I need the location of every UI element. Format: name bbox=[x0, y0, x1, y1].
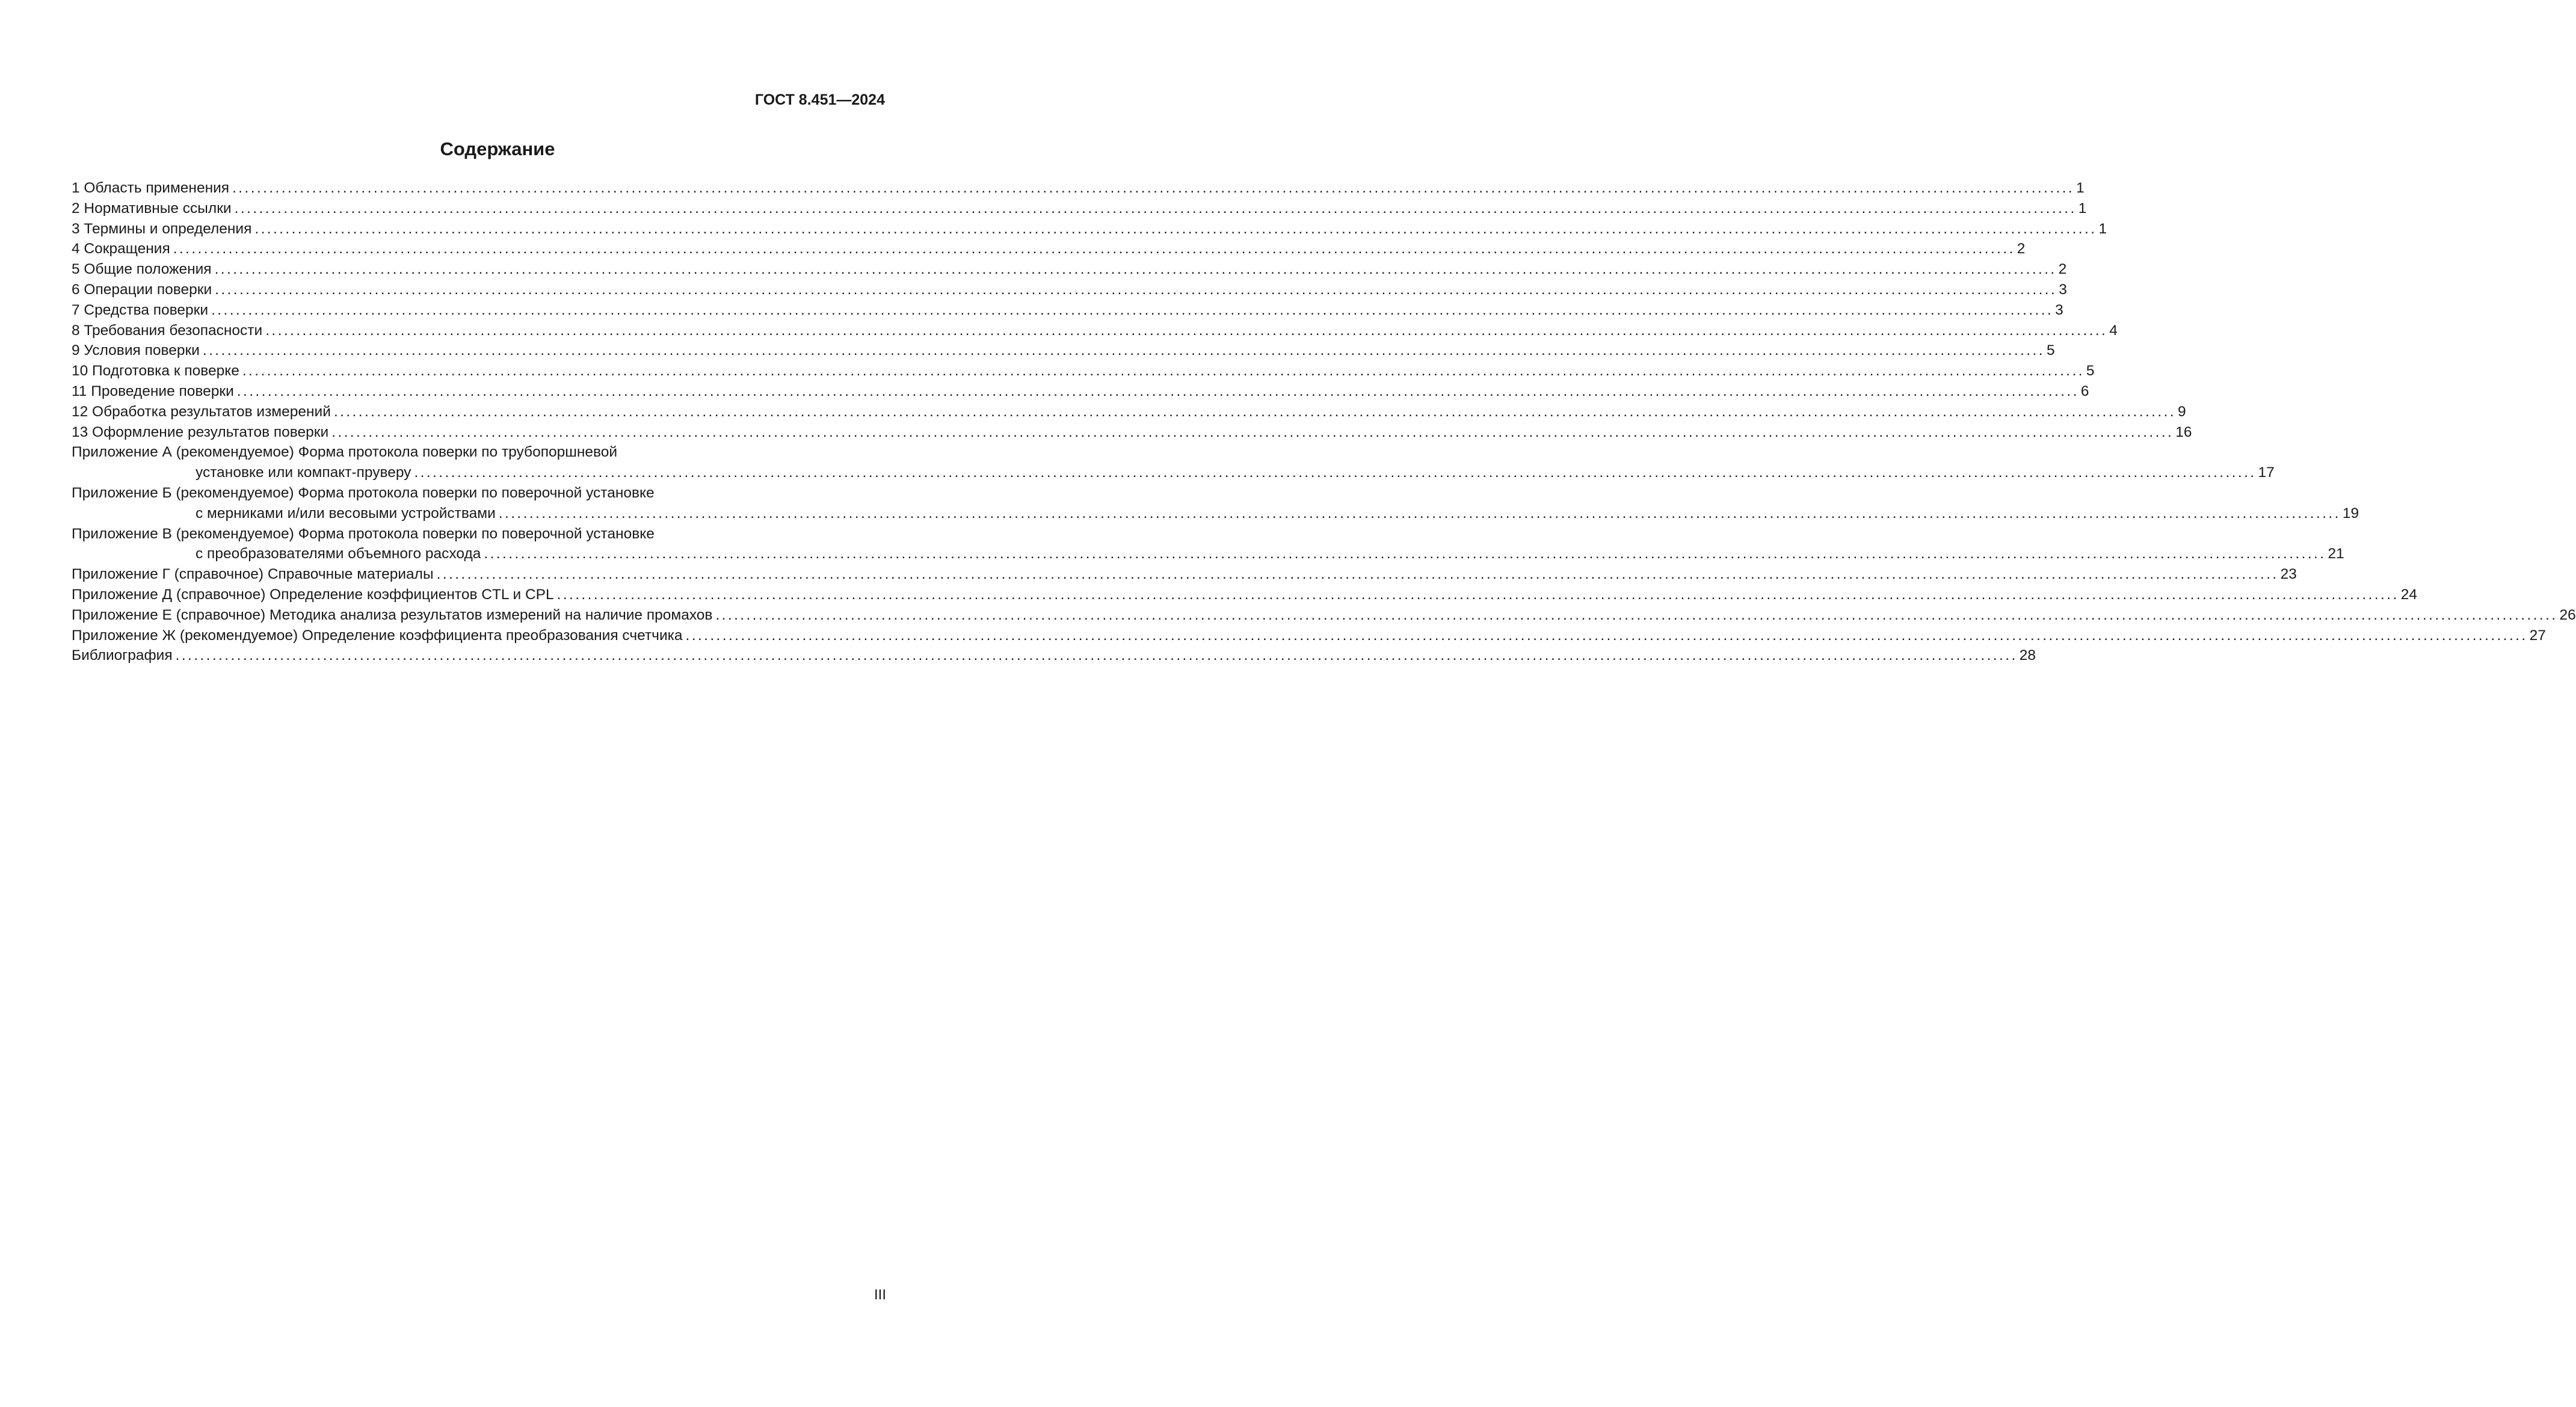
toc-entry-text: 10 Подготовка к поверке bbox=[72, 363, 239, 380]
toc-entry-page: 2 bbox=[2058, 261, 2067, 278]
toc-entry-text: 5 Общие положения bbox=[72, 261, 212, 278]
toc-leader-dots: ............................................................................................................................................................................................................................................................................................................ bbox=[484, 546, 2326, 562]
toc-entry-page: 26 bbox=[2559, 606, 2576, 623]
toc-entry[interactable] bbox=[72, 199, 2087, 219]
toc-entry[interactable] bbox=[72, 626, 2546, 646]
toc-entry-heading[interactable] bbox=[72, 442, 884, 463]
toc-entry-text: Приложение Г (справочное) Справочные материалы bbox=[72, 566, 434, 583]
toc-leader-dots: ............................................................................................................................................................................................................................................................................................................ bbox=[436, 566, 2279, 583]
toc-entry-page: 28 bbox=[2019, 647, 2036, 664]
toc-leader-dots: ............................................................................................................................................................................................................................................................................................................ bbox=[333, 403, 2177, 420]
toc-leader-dots: ............................................................................................................................................................................................................................................................................................................ bbox=[214, 261, 2057, 278]
toc-entry[interactable] bbox=[72, 280, 2067, 300]
toc-leader-dots: ............................................................................................................................................................................................................................................................................................................ bbox=[242, 363, 2085, 380]
toc-leader-dots: ............................................................................................................................................................................................................................................................................................................ bbox=[556, 586, 2399, 603]
toc-entry-text: 2 Нормативные ссылки bbox=[72, 200, 232, 217]
toc-entry-text: Приложение Б (рекомендуемое) Форма протокола поверки по поверочной установке bbox=[72, 484, 655, 501]
toc-entry-text: Библиография bbox=[72, 647, 173, 664]
toc-entry-text: 1 Область применения bbox=[72, 180, 230, 196]
toc-entry[interactable] bbox=[72, 645, 2036, 666]
page-number: III bbox=[874, 1287, 886, 1303]
toc-leader-dots: ............................................................................................................................................................................................................................................................................................................ bbox=[173, 241, 2015, 257]
toc-entry-page: 21 bbox=[2328, 546, 2344, 562]
toc-leader-dots: ............................................................................................................................................................................................................................................................................................................ bbox=[715, 606, 2558, 623]
toc-entry-text: 9 Условия поверки bbox=[72, 342, 200, 359]
toc-entry-continuation[interactable] bbox=[72, 503, 2359, 524]
toc-leader-dots: ............................................................................................................................................................................................................................................................................................................ bbox=[215, 281, 2057, 298]
toc-entry-text: с мерниками и/или весовыми устройствами bbox=[196, 505, 496, 522]
toc-leader-dots: ............................................................................................................................................................................................................................................................................................................ bbox=[265, 322, 2108, 339]
toc-entry[interactable] bbox=[72, 219, 2107, 239]
toc-leader-dots: ............................................................................................................................................................................................................................................................................................................ bbox=[685, 627, 2528, 644]
toc-entry[interactable] bbox=[72, 239, 2026, 259]
toc-leader-dots: ............................................................................................................................................................................................................................................................................................................ bbox=[236, 383, 2079, 399]
toc-entry-page: 1 bbox=[2076, 180, 2085, 196]
toc-leader-dots: ............................................................................................................................................................................................................................................................................................................ bbox=[498, 505, 2341, 522]
toc-entry[interactable] bbox=[72, 381, 2089, 402]
toc-entry-page: 2 bbox=[2017, 241, 2026, 257]
toc-entry-text: 11 Проведение поверки bbox=[72, 383, 234, 399]
toc-entry-text: Приложение Е (справочное) Методика анализа результатов измерений на наличие промахов bbox=[72, 606, 713, 623]
toc-entry-text: 6 Операции поверки bbox=[72, 281, 212, 298]
toc-entry[interactable] bbox=[72, 585, 2417, 605]
toc-entry-continuation[interactable] bbox=[72, 463, 2275, 483]
toc-entry-text: Приложение Д (справочное) Определение коэффициентов CTL и CPL bbox=[72, 586, 554, 603]
toc-leader-dots: ............................................................................................................................................................................................................................................................................................................ bbox=[254, 220, 2097, 237]
toc-leader-dots: ............................................................................................................................................................................................................................................................................................................ bbox=[331, 423, 2174, 440]
document-code: ГОСТ 8.451—2024 bbox=[754, 91, 885, 108]
toc-entry-continuation[interactable] bbox=[72, 544, 2344, 564]
toc-entry-text: 4 Сокращения bbox=[72, 241, 170, 257]
toc-entry[interactable] bbox=[72, 361, 2095, 381]
toc-entry-page: 5 bbox=[2086, 363, 2095, 380]
toc-entry-heading[interactable] bbox=[72, 524, 884, 544]
toc-entry-page: 16 bbox=[2175, 423, 2192, 440]
toc-leader-dots: ............................................................................................................................................................................................................................................................................................................ bbox=[232, 180, 2075, 196]
toc-entry-page: 23 bbox=[2280, 566, 2297, 583]
toc-entry-text: 13 Оформление результатов поверки bbox=[72, 423, 329, 440]
toc-leader-dots: ............................................................................................................................................................................................................................................................................................................ bbox=[202, 342, 2045, 359]
toc-title: Содержание bbox=[440, 138, 555, 159]
toc-entry[interactable] bbox=[72, 422, 2192, 443]
toc-entry-page: 3 bbox=[2055, 301, 2063, 318]
toc-leader-dots: ............................................................................................................................................................................................................................................................................................................ bbox=[175, 647, 2018, 664]
toc-entry-text: Приложение В (рекомендуемое) Форма протокола поверки по поверочной установке bbox=[72, 525, 655, 542]
toc-entry-page: 3 bbox=[2059, 281, 2067, 298]
toc-entry[interactable] bbox=[72, 340, 2055, 361]
toc-entry-text: с преобразователями объемного расхода bbox=[196, 546, 481, 562]
toc-leader-dots: ............................................................................................................................................................................................................................................................................................................ bbox=[211, 301, 2054, 318]
toc-entry-text: установке или компакт-пруверу bbox=[196, 464, 411, 481]
table-of-contents bbox=[72, 178, 2576, 666]
toc-entry[interactable] bbox=[72, 321, 2118, 341]
toc-entry-text: Приложение А (рекомендуемое) Форма протокола поверки по трубопоршневой bbox=[72, 444, 618, 461]
toc-entry-text: 12 Обработка результатов измерений bbox=[72, 403, 331, 420]
toc-entry-text: 3 Термины и определения bbox=[72, 220, 252, 237]
toc-entry-page: 6 bbox=[2080, 383, 2089, 399]
toc-entry-text: 8 Требования безопасности bbox=[72, 322, 263, 339]
toc-entry[interactable] bbox=[72, 300, 2063, 321]
toc-entry-text: Приложение Ж (рекомендуемое) Определение коэффициента преобразования счетчика bbox=[72, 627, 683, 644]
toc-entry[interactable] bbox=[72, 605, 2576, 626]
toc-entry-page: 17 bbox=[2258, 464, 2275, 481]
toc-entry-page: 24 bbox=[2400, 586, 2417, 603]
toc-entry-page: 1 bbox=[2098, 220, 2107, 237]
toc-entry[interactable] bbox=[72, 564, 2297, 585]
toc-entry-page: 27 bbox=[2529, 627, 2546, 644]
toc-entry-page: 9 bbox=[2178, 403, 2186, 420]
toc-entry-heading[interactable] bbox=[72, 483, 884, 503]
toc-entry[interactable] bbox=[72, 178, 2085, 199]
toc-entry-page: 4 bbox=[2109, 322, 2118, 339]
toc-leader-dots: ............................................................................................................................................................................................................................................................................................................ bbox=[414, 464, 2257, 481]
toc-entry-text: 7 Средства поверки bbox=[72, 301, 209, 318]
toc-entry-page: 19 bbox=[2342, 505, 2359, 522]
toc-leader-dots: ............................................................................................................................................................................................................................................................................................................ bbox=[234, 200, 2077, 217]
toc-entry[interactable] bbox=[72, 402, 2186, 422]
toc-entry[interactable] bbox=[72, 259, 2067, 280]
toc-entry-page: 1 bbox=[2078, 200, 2087, 217]
toc-entry-page: 5 bbox=[2046, 342, 2055, 359]
